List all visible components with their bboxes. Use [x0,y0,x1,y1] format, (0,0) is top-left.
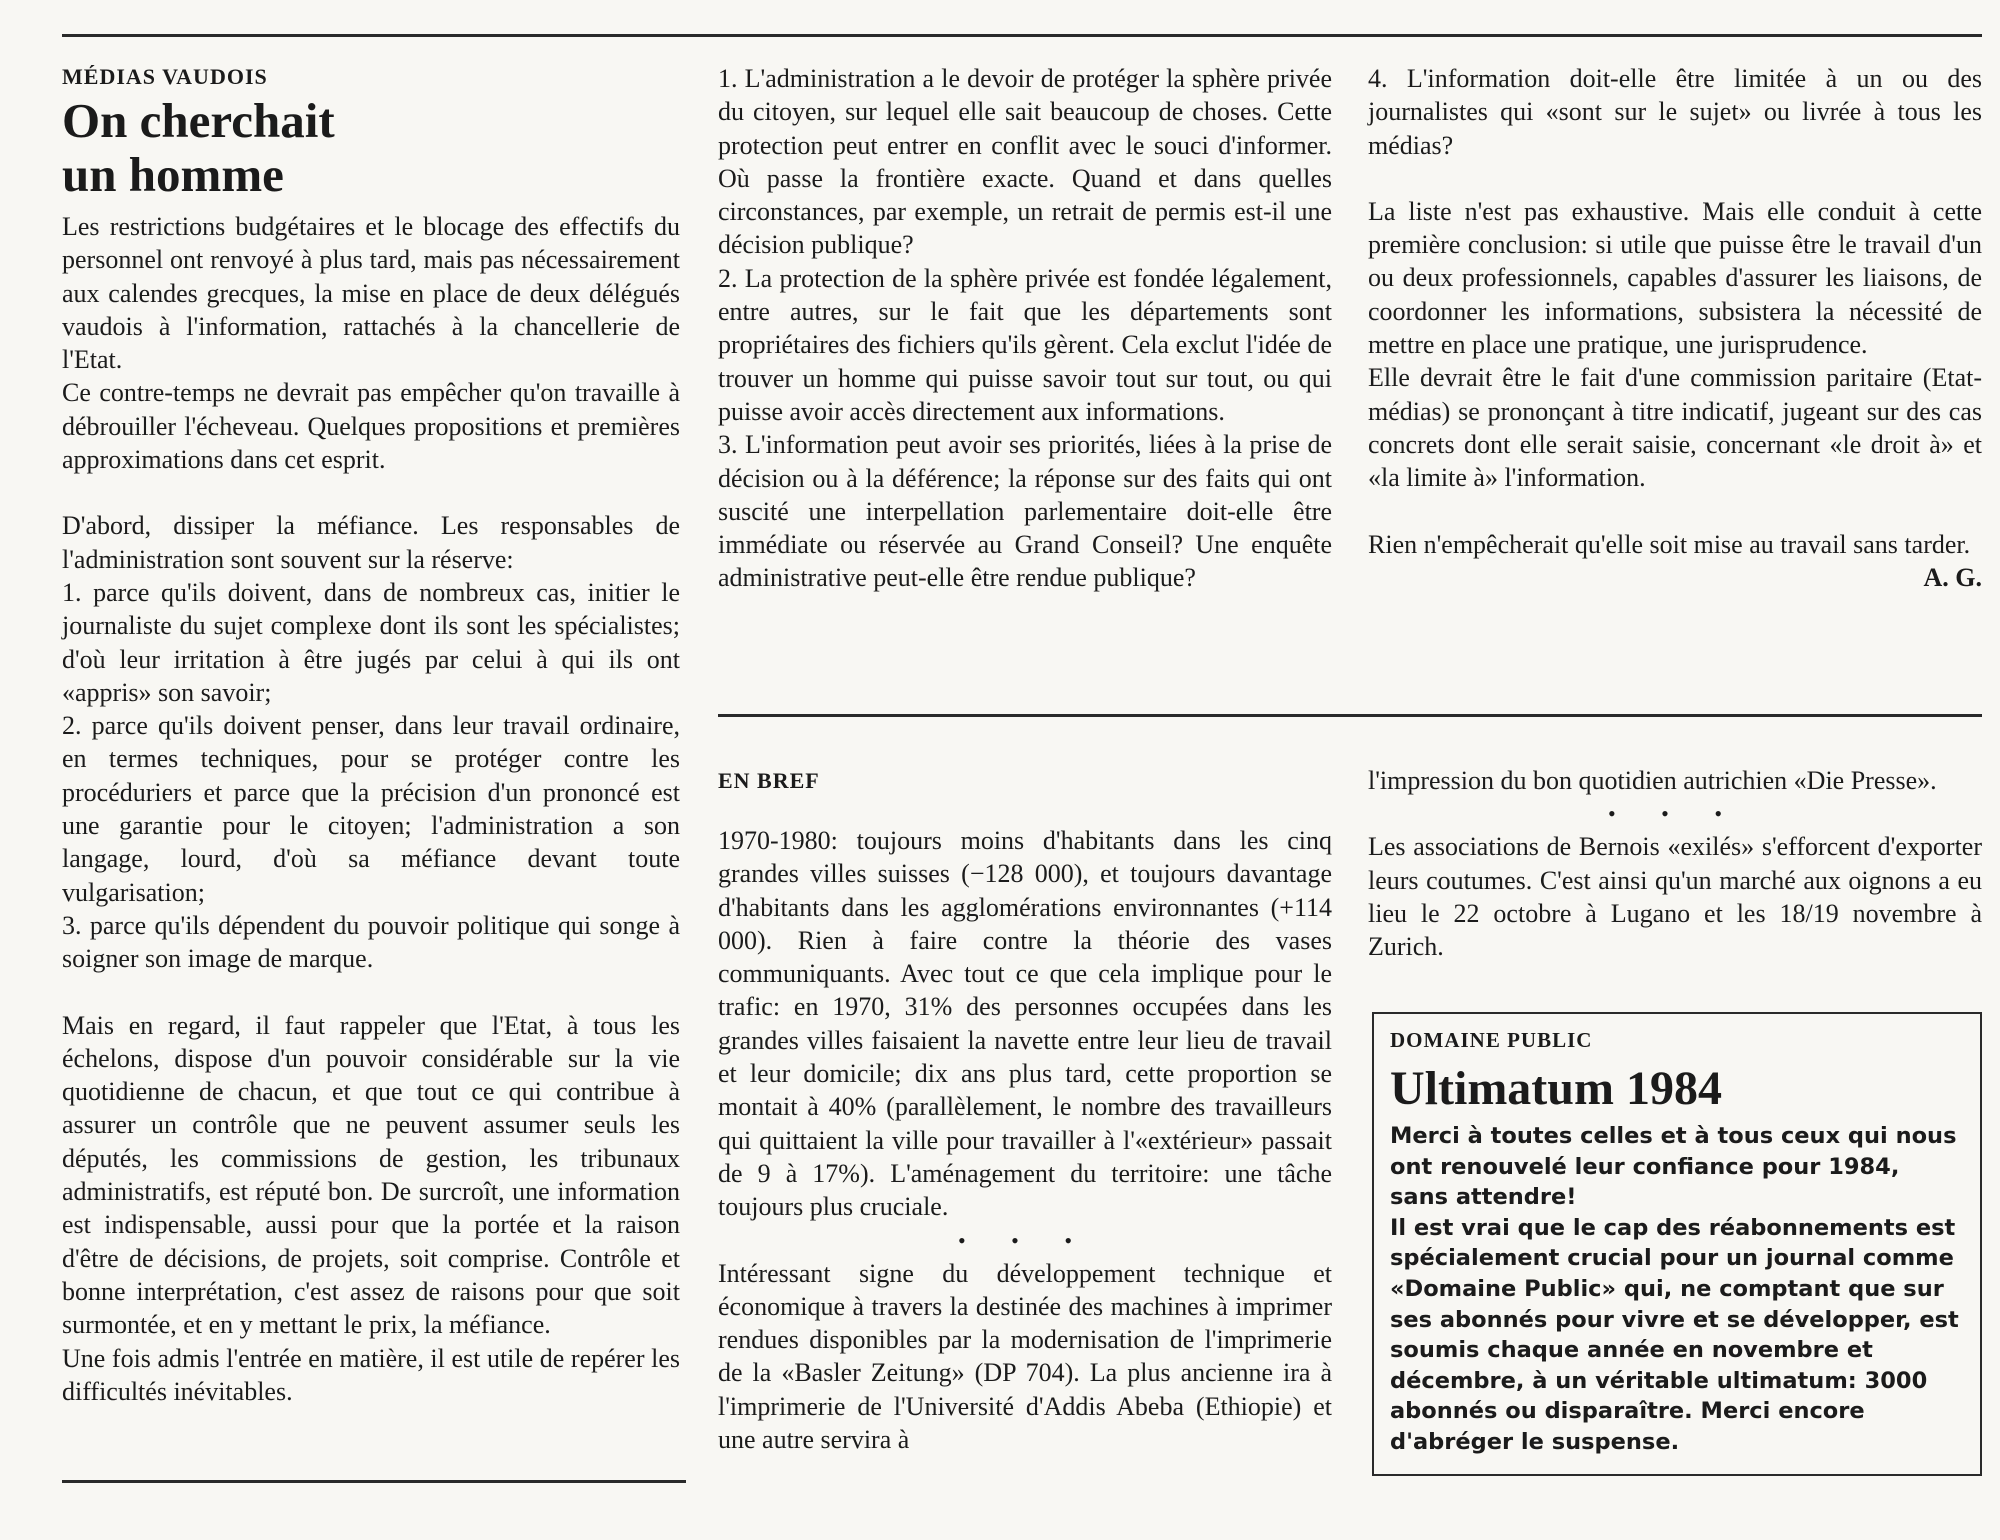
notice-title: Ultimatum 1984 [1390,1062,1722,1115]
article-paragraph: D'abord, dissiper la méfiance. Les responsables de l'administration sont souvent sur la réserve: [62,511,680,574]
headline-line-1: On cherchait [62,93,335,148]
domaine-public-notice-box [1372,1012,1982,1476]
article-list-item: 1. L'administration a le devoir de protéger la sphère privée du citoyen, sur lequel elle sait beaucoup de choses. Cette protection peut entrer en conflit avec le souci d'informer. Où passe la frontière exacte. Quand et dans quelles circonstances, par exemple, un retrait de permis est-il une décision publique? [718,64,1332,260]
notice-kicker: DOMAINE PUBLIC [1390,1028,1593,1052]
article-paragraph: Ce contre-temps ne devrait pas empêcher qu'on travaille à débrouiller l'écheveau. Quelques propositions et premières approximations dans cet esprit. [62,378,680,475]
article-kicker: MÉDIAS VAUDOIS [62,64,268,89]
separator-dots: • • • [1607,801,1743,827]
article-paragraph: Les restrictions budgétaires et le blocage des effectifs du personnel ont renvoyé à plus tard, mais pas nécessairement aux calendes grecques, la mise en place de deux délégués vaudois à l'information, rattachés à la chancellerie de l'Etat. [62,212,680,375]
article-list-item: 2. parce qu'ils doivent penser, dans leur travail ordinaire, en termes techniques, pour se protéger contre les procéduriers et parce que la précision d'un prononcé est une garantie pour le citoyen; l'administration a son langage, lourd, d'où sa méfiance devant toute vulgarisation; [62,711,680,907]
top-rule [62,34,1982,37]
en-bref-column-2 [718,766,1332,1456]
article-list-item: 1. parce qu'ils doivent, dans de nombreux cas, initier le journaliste du sujet complexe dont ils sont les spécialistes; d'où leur irritation à être jugés par celui à qui ils ont «appris» son savoir; [62,577,680,707]
en-bref-kicker: EN BREF [718,768,820,793]
section-divider-rule [718,714,1982,717]
en-bref-column-3 [1368,764,1982,963]
article-list-item: 3. parce qu'ils dépendent du pouvoir politique qui songe à soigner son image de marque. [62,910,680,974]
article-column-1 [62,64,680,1408]
article-signature: A. G. [1923,562,1982,592]
article-headline [62,94,680,202]
separator-dots: • • • [957,1227,1093,1253]
article-list-item: 4. L'information doit-elle être limitée à un ou des journalistes qui «sont sur le sujet» ou livrée à tous les médias? [1368,64,1982,160]
notice-paragraph: Merci à toutes celles et à tous ceux qui nous ont renouvelé leur confiance pour 1984, sans attendre! [1390,1123,1957,1211]
article-column-3 [1368,62,1982,594]
headline-line-2: un homme [62,147,284,202]
article-list-item: 3. L'information peut avoir ses priorités, liées à la prise de décision ou à la déférence; la réponse sur des faits qui ont suscité une interpellation parlementaire doit-elle être immédiate ou réservée au Grand Conseil? Une enquête administrative peut-elle être rendue publique? [718,430,1332,593]
en-bref-paragraph: 1970-1980: toujours moins d'habitants dans les cinq grandes villes suisses (−128 000), et toujours davantage d'habitants dans les agglomérations environnantes (+114 000). Rien à faire contre la théorie des vases communiquants. Avec tout ce que cela implique pour le trafic: en 1970, 31% des personnes occupées dans les grandes villes faisaient la navette entre leur lieu de travail et leur domicile; dix ans plus tard, cette proportion se montait à 40% (parallèlement, le nombre des travailleurs qui quittaient la ville pour travailler à l'«extérieur» passait de 9 à 17%). L'aménagement du territoire: une tâche toujours plus cruciale. [718,826,1332,1222]
article-column-2 [718,62,1332,595]
article-list-item: 2. La protection de la sphère privée est fondée légalement, entre autres, sur le fait que les départements sont propriétaires des fichiers qu'ils gèrent. Cela exclut l'idée de trouver un homme qui puisse savoir tout sur tout, ou qui puisse avoir accès directement aux informations. [718,263,1332,426]
article-paragraph: Une fois admis l'entrée en matière, il est utile de repérer les difficultés inévitables. [62,1343,680,1406]
article-paragraph: Elle devrait être le fait d'une commission paritaire (Etat-médias) se prononçant à titre indicatif, jugeant sur des cas concrets dont elle serait saisie, concernant «le droit à» et «la limite à» l'information. [1368,363,1982,493]
article-paragraph: Mais en regard, il faut rappeler que l'Etat, à tous les échelons, dispose d'un pouvoir considérable sur la vie quotidienne de chacun, et que tout ce qui contribue à assurer un contrôle que ne peuvent assumer seuls les députés, les commissions de gestion, les tribunaux administratifs, est réputé bon. De surcroît, une information est indispensable, aussi pour que la portée et la raison d'être de décisions, de projets, soit comprise. Contrôle et bonne interprétation, c'est assez de raisons pour que soit surmontée, et en y mettant le prix, la méfiance. [62,1010,680,1340]
en-bref-paragraph: Intéressant signe du développement technique et économique à travers la destinée des machines à imprimer rendues disponibles par la modernisation de l'imprimerie de la «Basler Zeitung» (DP 704). La plus ancienne ira à l'imprimerie de l'Université d'Addis Abeba (Ethiopie) et une autre servira à [718,1258,1332,1455]
article-paragraph: Rien n'empêcherait qu'elle soit mise au travail sans tarder. [1368,529,1971,559]
en-bref-paragraph: l'impression du bon quotidien autrichien «Die Presse». [1368,766,1937,795]
column-1-bottom-rule [62,1480,686,1483]
notice-paragraph: Il est vrai que le cap des réabonnements est spécialement crucial pour un journal comme «Domaine Public» qui, ne comptant que sur ses abonnés pour vivre et se développer, est soumis chaque année en novembre et décembre, à un véritable ultimatum: 3000 abonnés ou disparaître. Merci encore d'abréger le suspense. [1390,1214,1959,1455]
en-bref-paragraph: Les associations de Bernois «exilés» s'efforcent d'exporter leurs coutumes. C'est ainsi qu'un marché aux oignons a eu lieu le 22 octobre à Lugano et les 18/19 novembre à Zurich. [1368,832,1982,962]
article-paragraph: La liste n'est pas exhaustive. Mais elle conduit à cette première conclusion: si utile que puisse être le travail d'un ou deux professionnels, capables d'assurer les liaisons, de coordonner les informations, subsistera la nécessité de mettre en place une pratique, une jurisprudence. [1368,196,1982,360]
